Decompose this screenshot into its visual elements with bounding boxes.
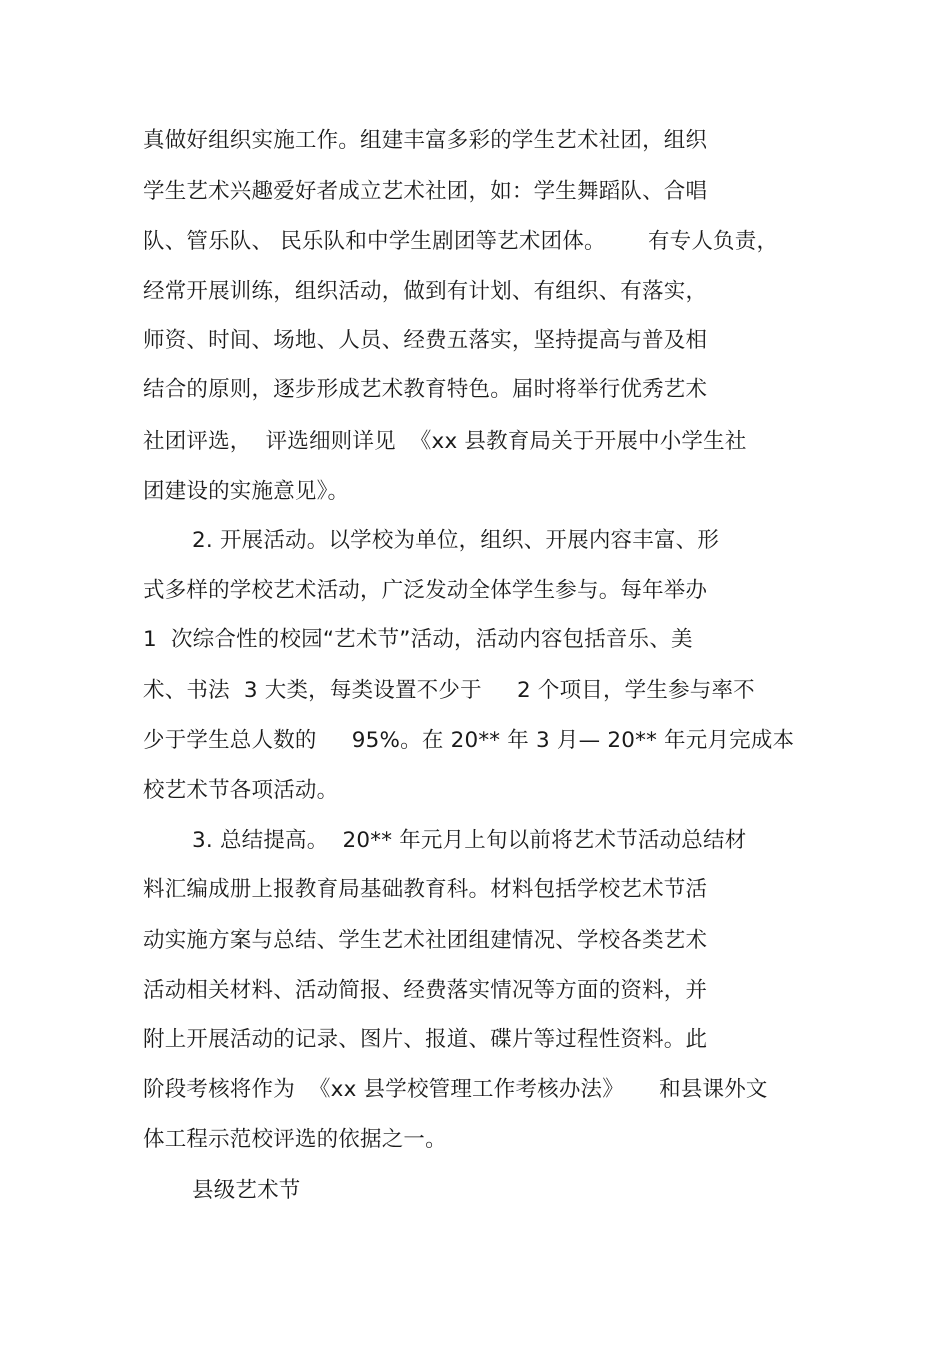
text-line: 真做好组织实施工作。组建丰富多彩的学生艺术社团，组织 xyxy=(143,128,708,153)
text-line: 式多样的学校艺术活动，广泛发动全体学生参与。每年举办 xyxy=(143,578,708,603)
text-line: 结合的原则，逐步形成艺术教育特色。届时将举行优秀艺术 xyxy=(143,377,708,402)
text-line: 校艺术节各项活动。 xyxy=(143,778,339,803)
text-line: 附上开展活动的记录、图片、报道、碟片等过程性资料。此 xyxy=(143,1027,708,1052)
text-line: 1 次综合性的校园“艺术节”活动，活动内容包括音乐、美 xyxy=(143,627,693,652)
text-line: 少于学生总人数的 95%。在 20** 年 3 月— 20** 年元月完成本 xyxy=(143,728,795,753)
text-line: 料汇编成册上报教育局基础教育科。材料包括学校艺术节活 xyxy=(143,877,708,902)
paragraph-start-line: 3. 总结提高。 20** 年元月上旬以前将艺术节活动总结材 xyxy=(192,828,747,853)
text-line: 活动相关材料、活动简报、经费落实情况等方面的资料，并 xyxy=(143,978,708,1003)
paragraph-start-line: 2. 开展活动。以学校为单位，组织、开展内容丰富、形 xyxy=(192,528,720,553)
text-line: 术、书法 3 大类，每类设置不少于 2 个项目，学生参与率不 xyxy=(143,678,755,703)
text-line: 体工程示范校评选的依据之一。 xyxy=(143,1127,447,1152)
text-line: 阶段考核将作为 《xx 县学校管理工作考核办法》 和县课外文 xyxy=(143,1077,768,1102)
text-line: 社团评选， 评选细则详见 《xx 县教育局关于开展中小学生社 xyxy=(143,429,747,454)
text-line: 学生艺术兴趣爱好者成立艺术社团，如：学生舞蹈队、合唱 xyxy=(143,179,708,204)
text-line: 队、管乐队、 民乐队和中学生剧团等艺术团体。 有专人负责， xyxy=(143,229,779,254)
section-heading: 县级艺术节 xyxy=(192,1178,301,1203)
text-line: 经常开展训练，组织活动，做到有计划、有组织、有落实， xyxy=(143,279,708,304)
text-line: 团建设的实施意见》。 xyxy=(143,479,350,504)
text-line: 动实施方案与总结、学生艺术社团组建情况、学校各类艺术 xyxy=(143,928,708,953)
text-line: 师资、时间、场地、人员、经费五落实，坚持提高与普及相 xyxy=(143,328,708,353)
